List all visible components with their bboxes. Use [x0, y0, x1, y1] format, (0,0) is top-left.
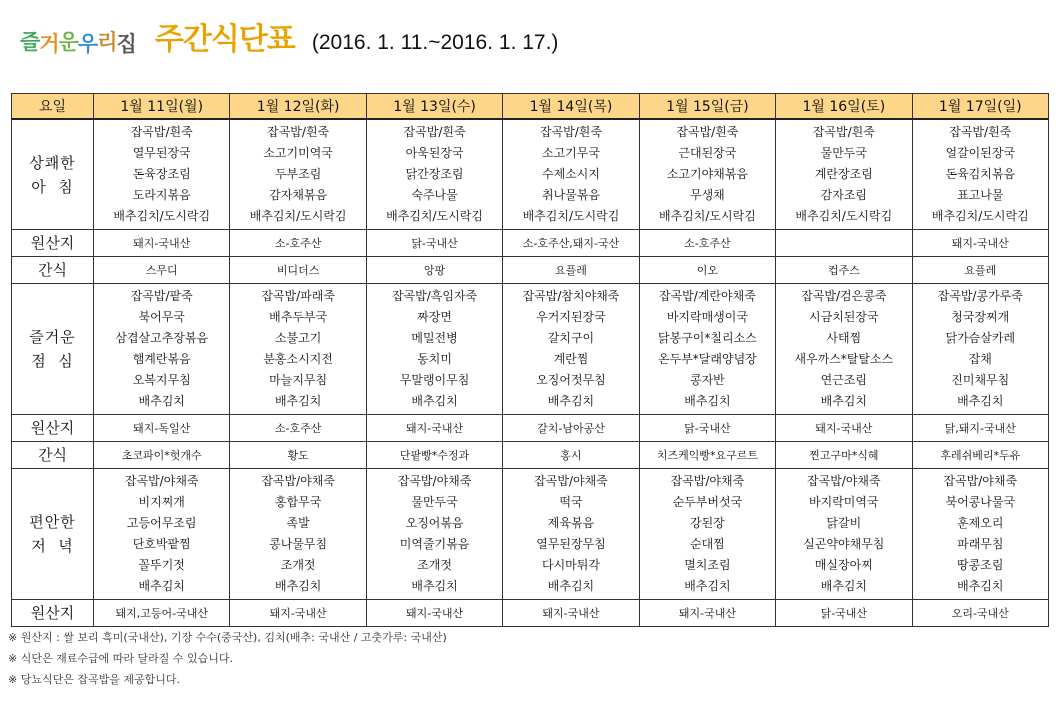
- breakfast-label-line: 상쾌한: [29, 153, 76, 172]
- lunch-origin-cell: 닭-국내산: [639, 415, 775, 442]
- lunch-menu-cell: [912, 284, 1048, 415]
- breakfast-label-line: 아 침: [31, 177, 74, 196]
- footnotes: [8, 627, 447, 690]
- menu-item: 오복지무침: [132, 373, 191, 387]
- menu-item: 잡곡밥/흰죽: [403, 125, 466, 139]
- footnote: ※ 원산지 : 쌀 보리 흑미(국내산), 기장 수수(중국산), 김치(배추: 국내산 / 고춧가루: 국내산): [8, 631, 447, 644]
- menu-item: 배추김치/도시락김: [659, 209, 756, 223]
- menu-item: 무생채: [690, 188, 725, 202]
- lunch-origin-cell: 돼지-독일산: [94, 415, 230, 442]
- page-title: 주간식단표: [154, 22, 295, 57]
- menu-item: 물만두국: [820, 146, 867, 160]
- menu-item: 새우까스*탈탈소스: [794, 352, 894, 366]
- menu-item: 닭봉구이*칠리소스: [658, 331, 757, 345]
- menu-item: 배추김치: [274, 394, 322, 408]
- menu-item: 잡곡밥/야채죽: [943, 474, 1018, 488]
- breakfast-origin-cell: [776, 230, 912, 257]
- dinner-menu-cell: [776, 469, 912, 600]
- menu-item: 분홍소시지전: [263, 352, 333, 366]
- menu-item: 잡곡밥/파래죽: [261, 289, 335, 303]
- menu-item: 고등어무조림: [126, 516, 197, 530]
- breakfast-origin-cell: 닭-국내산: [366, 230, 502, 257]
- menu-item: 오징어볶음: [405, 516, 464, 530]
- menu-item: 배추김치/도시락김: [249, 209, 347, 223]
- day-header: 1월 11일(월): [94, 94, 230, 120]
- menu-item: 다시마튀각: [541, 558, 600, 572]
- day-column-header: 요일: [12, 94, 94, 120]
- menu-item: 닭가슴살카레: [945, 331, 1016, 345]
- menu-item: 소불고기: [274, 331, 322, 345]
- lunch-origin-cell: 갈치-남아공산: [503, 415, 639, 442]
- morning-snack-cell: 요플레: [912, 257, 1048, 284]
- menu-item: 잡채: [968, 352, 992, 366]
- menu-item: 갈치구이: [547, 331, 595, 345]
- menu-item: 강된장: [690, 516, 725, 530]
- breakfast-origin-cell: 소-호주산: [230, 230, 366, 257]
- dinner-origin-row: [12, 600, 1049, 627]
- menu-item: 배추김치: [684, 579, 731, 593]
- brand-char: 집: [116, 32, 136, 56]
- lunch-menu-cell: [366, 284, 502, 415]
- menu-item: 매실장아찌: [814, 558, 873, 572]
- menu-item: 배추김치: [820, 394, 867, 408]
- menu-item: 동치미: [417, 352, 452, 366]
- afternoon-snack-cell: 찐고구마*식혜: [776, 442, 912, 469]
- dinner-label: [12, 469, 94, 600]
- menu-item: 잡곡밥/흰죽: [539, 125, 602, 139]
- brand-char: 우: [77, 32, 98, 56]
- menu-item: 배추김치: [138, 579, 185, 593]
- menu-item: 잡곡밥/참치야채죽: [522, 289, 620, 303]
- dinner-origin-label: 원산지: [12, 600, 94, 627]
- menu-item: 배추김치: [138, 394, 185, 408]
- menu-item: 햄계란볶음: [132, 352, 191, 366]
- breakfast-row: [12, 119, 1049, 230]
- day-header: 1월 14일(목): [503, 94, 639, 120]
- breakfast-menu-cell: [94, 119, 230, 230]
- menu-item: 연근조림: [820, 373, 867, 387]
- menu-item: 떡국: [559, 495, 583, 509]
- day-header: 1월 17일(일): [912, 94, 1048, 120]
- menu-item: 삼겹살고추장볶음: [115, 331, 209, 345]
- morning-snack-label: 간식: [12, 257, 94, 284]
- menu-item: 잡곡밥/흰죽: [812, 125, 875, 139]
- menu-item: 잡곡밥/팥죽: [130, 289, 193, 303]
- dinner-label-line: 편안한: [29, 513, 76, 531]
- breakfast-menu-cell: [366, 119, 502, 230]
- menu-item: 미역줄기볶음: [399, 537, 470, 551]
- menu-item: 바지락미역국: [809, 495, 879, 509]
- menu-item: 근대된장국: [678, 146, 737, 160]
- menu-item: 땅콩조림: [957, 558, 1004, 572]
- menu-item: 파래무침: [957, 537, 1004, 551]
- menu-item: 콩자반: [690, 373, 725, 387]
- menu-item: 조개젓: [417, 558, 452, 572]
- menu-item: 우거지된장국: [536, 310, 606, 324]
- morning-snack-cell: 스무디: [94, 257, 230, 284]
- menu-item: 표고나물: [957, 188, 1004, 202]
- dinner-row: [12, 469, 1049, 600]
- menu-item: 배추김치: [547, 394, 595, 408]
- menu-item: 잡곡밥/콩가루죽: [937, 289, 1023, 303]
- menu-item: 돈육장조림: [132, 167, 191, 181]
- brand-char: 리: [97, 30, 117, 54]
- dinner-menu-cell: [912, 469, 1048, 600]
- menu-item: 청국장찌개: [951, 310, 1010, 324]
- dinner-origin-cell: 돼지-국내산: [639, 600, 775, 627]
- day-header-row: [12, 94, 1049, 120]
- morning-snack-cell: 앙팡: [366, 257, 502, 284]
- breakfast-origin-cell: 돼지-국내산: [94, 230, 230, 257]
- menu-item: 배추김치: [411, 579, 458, 593]
- menu-item: 배추김치: [547, 579, 595, 593]
- menu-item: 소고기미역국: [263, 146, 333, 160]
- menu-item: 북어무국: [138, 310, 185, 324]
- menu-item: 잡곡밥/흰죽: [949, 125, 1012, 139]
- morning-snack-cell: 이오: [639, 257, 775, 284]
- dinner-origin-cell: 돼지-국내산: [503, 600, 639, 627]
- day-header: 1월 16일(토): [776, 94, 912, 120]
- menu-item: 잡곡밥/검은콩죽: [801, 289, 887, 303]
- menu-item: 소고기무국: [541, 146, 600, 160]
- menu-item: 배추김치/도시락김: [522, 209, 620, 223]
- menu-item: 꼴뚜기젓: [138, 558, 185, 572]
- menu-item: 숙주나물: [411, 188, 458, 202]
- brand-logo: [20, 30, 136, 54]
- menu-item: 감자채볶음: [269, 188, 328, 202]
- menu-item: 배추김치: [957, 579, 1004, 593]
- menu-item: 사태찜: [826, 331, 862, 345]
- menu-item: 배추김치: [957, 394, 1004, 408]
- menu-item: 비지찌개: [138, 495, 185, 509]
- dinner-menu-cell: [639, 469, 775, 600]
- menu-item: 잡곡밥/흰죽: [130, 125, 193, 139]
- menu-item: 아욱된장국: [405, 146, 464, 160]
- menu-item: 배추두부국: [269, 310, 328, 324]
- lunch-origin-cell: 닭,돼지-국내산: [912, 415, 1048, 442]
- lunch-origin-cell: 소-호주산: [230, 415, 366, 442]
- breakfast-origin-cell: 돼지-국내산: [912, 230, 1048, 257]
- lunch-menu-cell: [503, 284, 639, 415]
- footnote: ※ 식단은 재료수급에 따라 달라질 수 있습니다.: [8, 652, 233, 665]
- dinner-menu-cell: [503, 469, 639, 600]
- dinner-label-line: 저 녁: [31, 537, 74, 555]
- weekly-menu-table: [11, 93, 1049, 627]
- menu-item: 잡곡밥/야채죽: [124, 474, 199, 488]
- menu-item: 얼갈이된장국: [945, 146, 1016, 160]
- menu-item: 잡곡밥/흰죽: [267, 125, 330, 139]
- dinner-menu-cell: [94, 469, 230, 600]
- menu-item: 오징어젓무침: [536, 373, 606, 387]
- afternoon-snack-row: [12, 442, 1049, 469]
- menu-item: 감자조림: [820, 188, 867, 202]
- menu-item: 열무된장국: [132, 146, 191, 160]
- menu-item: 족발: [286, 516, 310, 530]
- lunch-row: [12, 284, 1049, 415]
- menu-item: 북어콩나물국: [945, 495, 1016, 509]
- menu-item: 제육볶음: [547, 516, 595, 530]
- date-range: (2016. 1. 11.~2016. 1. 17.): [311, 31, 559, 54]
- menu-item: 도라지볶음: [132, 188, 191, 202]
- lunch-label-line: 점 심: [31, 352, 74, 370]
- breakfast-origin-cell: 소-호주산: [639, 230, 775, 257]
- menu-item: 잡곡밥/야채죽: [807, 474, 881, 488]
- lunch-menu-cell: [639, 284, 775, 415]
- menu-item: 잡곡밥/야채죽: [397, 474, 472, 488]
- menu-item: 소고기야채볶음: [666, 167, 748, 181]
- menu-item: 취나물볶음: [541, 188, 600, 202]
- afternoon-snack-label: 간식: [12, 442, 94, 469]
- breakfast-origin-label: 원산지: [12, 230, 94, 257]
- brand-char: 운: [58, 30, 78, 54]
- lunch-origin-cell: 돼지-국내산: [366, 415, 502, 442]
- menu-item: 실곤약야채무침: [803, 537, 885, 551]
- dinner-menu-cell: [366, 469, 502, 600]
- day-header: 1월 12일(화): [230, 94, 366, 120]
- menu-item: 닭간장조림: [405, 167, 464, 181]
- menu-item: 온두부*달래양념장: [658, 352, 757, 366]
- menu-item: 배추김치: [820, 579, 867, 593]
- lunch-origin-row: [12, 415, 1049, 442]
- menu-item: 수제소시지: [541, 167, 600, 181]
- afternoon-snack-cell: 홍시: [503, 442, 639, 469]
- menu-item: 콩나물무침: [269, 537, 328, 551]
- afternoon-snack-cell: 단팥빵*수정과: [366, 442, 502, 469]
- breakfast-menu-cell: [776, 119, 912, 230]
- afternoon-snack-cell: 치즈케익빵*요구르트: [639, 442, 775, 469]
- lunch-label-line: 즐거운: [29, 328, 76, 346]
- menu-item: 단호박팥찜: [132, 537, 191, 551]
- breakfast-origin-row: [12, 230, 1049, 257]
- lunch-label: [12, 284, 94, 415]
- menu-item: 물만두국: [411, 495, 458, 509]
- menu-item: 순대찜: [690, 537, 725, 551]
- page-header: [20, 14, 559, 57]
- menu-item: 닭갈비: [826, 516, 862, 530]
- afternoon-snack-cell: 황도: [230, 442, 366, 469]
- menu-item: 잡곡밥/흑임자죽: [391, 289, 478, 303]
- menu-item: 돈육김치볶음: [945, 167, 1016, 181]
- lunch-menu-cell: [230, 284, 366, 415]
- menu-item: 시금치된장국: [809, 310, 879, 324]
- menu-item: 열무된장무침: [536, 537, 606, 551]
- morning-snack-cell: 컵주스: [776, 257, 912, 284]
- afternoon-snack-cell: 초코파이*헛개수: [94, 442, 230, 469]
- menu-item: 훈제오리: [957, 516, 1004, 530]
- menu-item: 바지락매생이국: [666, 310, 748, 324]
- afternoon-snack-cell: 후레쉬베리*두유: [912, 442, 1048, 469]
- breakfast-menu-cell: [503, 119, 639, 230]
- menu-item: 배추김치/도시락김: [113, 209, 211, 223]
- breakfast-label: [12, 119, 94, 230]
- menu-item: 배추김치/도시락김: [931, 209, 1029, 223]
- lunch-menu-cell: [776, 284, 912, 415]
- menu-item: 잡곡밥/흰죽: [676, 125, 739, 139]
- lunch-origin-cell: 돼지-국내산: [776, 415, 912, 442]
- menu-item: 순두부버섯국: [672, 495, 743, 509]
- menu-item: 멸치조림: [684, 558, 731, 572]
- lunch-menu-cell: [94, 284, 230, 415]
- dinner-origin-cell: 오리-국내산: [912, 600, 1048, 627]
- brand-char: 즐: [20, 30, 40, 54]
- brand-char: 거: [39, 32, 59, 56]
- morning-snack-cell: 요플레: [503, 257, 639, 284]
- menu-item: 배추김치: [274, 579, 322, 593]
- breakfast-menu-cell: [912, 119, 1048, 230]
- menu-item: 두부조림: [274, 167, 322, 181]
- menu-item: 배추김치/도시락김: [386, 209, 483, 223]
- dinner-origin-cell: 닭-국내산: [776, 600, 912, 627]
- menu-item: 메밀전병: [411, 331, 458, 345]
- menu-item: 진미채무침: [951, 373, 1010, 387]
- menu-item: 잡곡밥/야채죽: [261, 474, 335, 488]
- menu-item: 배추김치: [411, 394, 458, 408]
- menu-item: 조개젓: [280, 558, 316, 572]
- menu-item: 잡곡밥/야채죽: [534, 474, 608, 488]
- menu-item: 잡곡밥/계란야채죽: [659, 289, 756, 303]
- menu-item: 짜장면: [417, 310, 452, 324]
- menu-item: 마늘지무침: [269, 373, 328, 387]
- breakfast-menu-cell: [639, 119, 775, 230]
- menu-item: 배추김치/도시락김: [795, 209, 893, 223]
- morning-snack-row: [12, 257, 1049, 284]
- lunch-origin-label: 원산지: [12, 415, 94, 442]
- menu-item: 무말랭이무침: [399, 373, 470, 387]
- day-header: 1월 15일(금): [639, 94, 775, 120]
- morning-snack-cell: 비디더스: [230, 257, 366, 284]
- menu-item: 잡곡밥/야채죽: [670, 474, 745, 488]
- day-header: 1월 13일(수): [366, 94, 502, 120]
- footnote: ※ 당뇨식단은 잡곡밥을 제공합니다.: [8, 673, 180, 686]
- dinner-menu-cell: [230, 469, 366, 600]
- breakfast-origin-cell: 소-호주산,돼지-국산: [503, 230, 639, 257]
- dinner-origin-cell: 돼지-국내산: [230, 600, 366, 627]
- menu-item: 배추김치: [684, 394, 731, 408]
- dinner-origin-cell: 돼지,고등어-국내산: [94, 600, 230, 627]
- menu-item: 홍합무국: [274, 495, 322, 509]
- menu-item: 계란찜: [553, 352, 589, 366]
- breakfast-menu-cell: [230, 119, 366, 230]
- dinner-origin-cell: 돼지-국내산: [366, 600, 502, 627]
- menu-item: 계란장조림: [814, 167, 873, 181]
